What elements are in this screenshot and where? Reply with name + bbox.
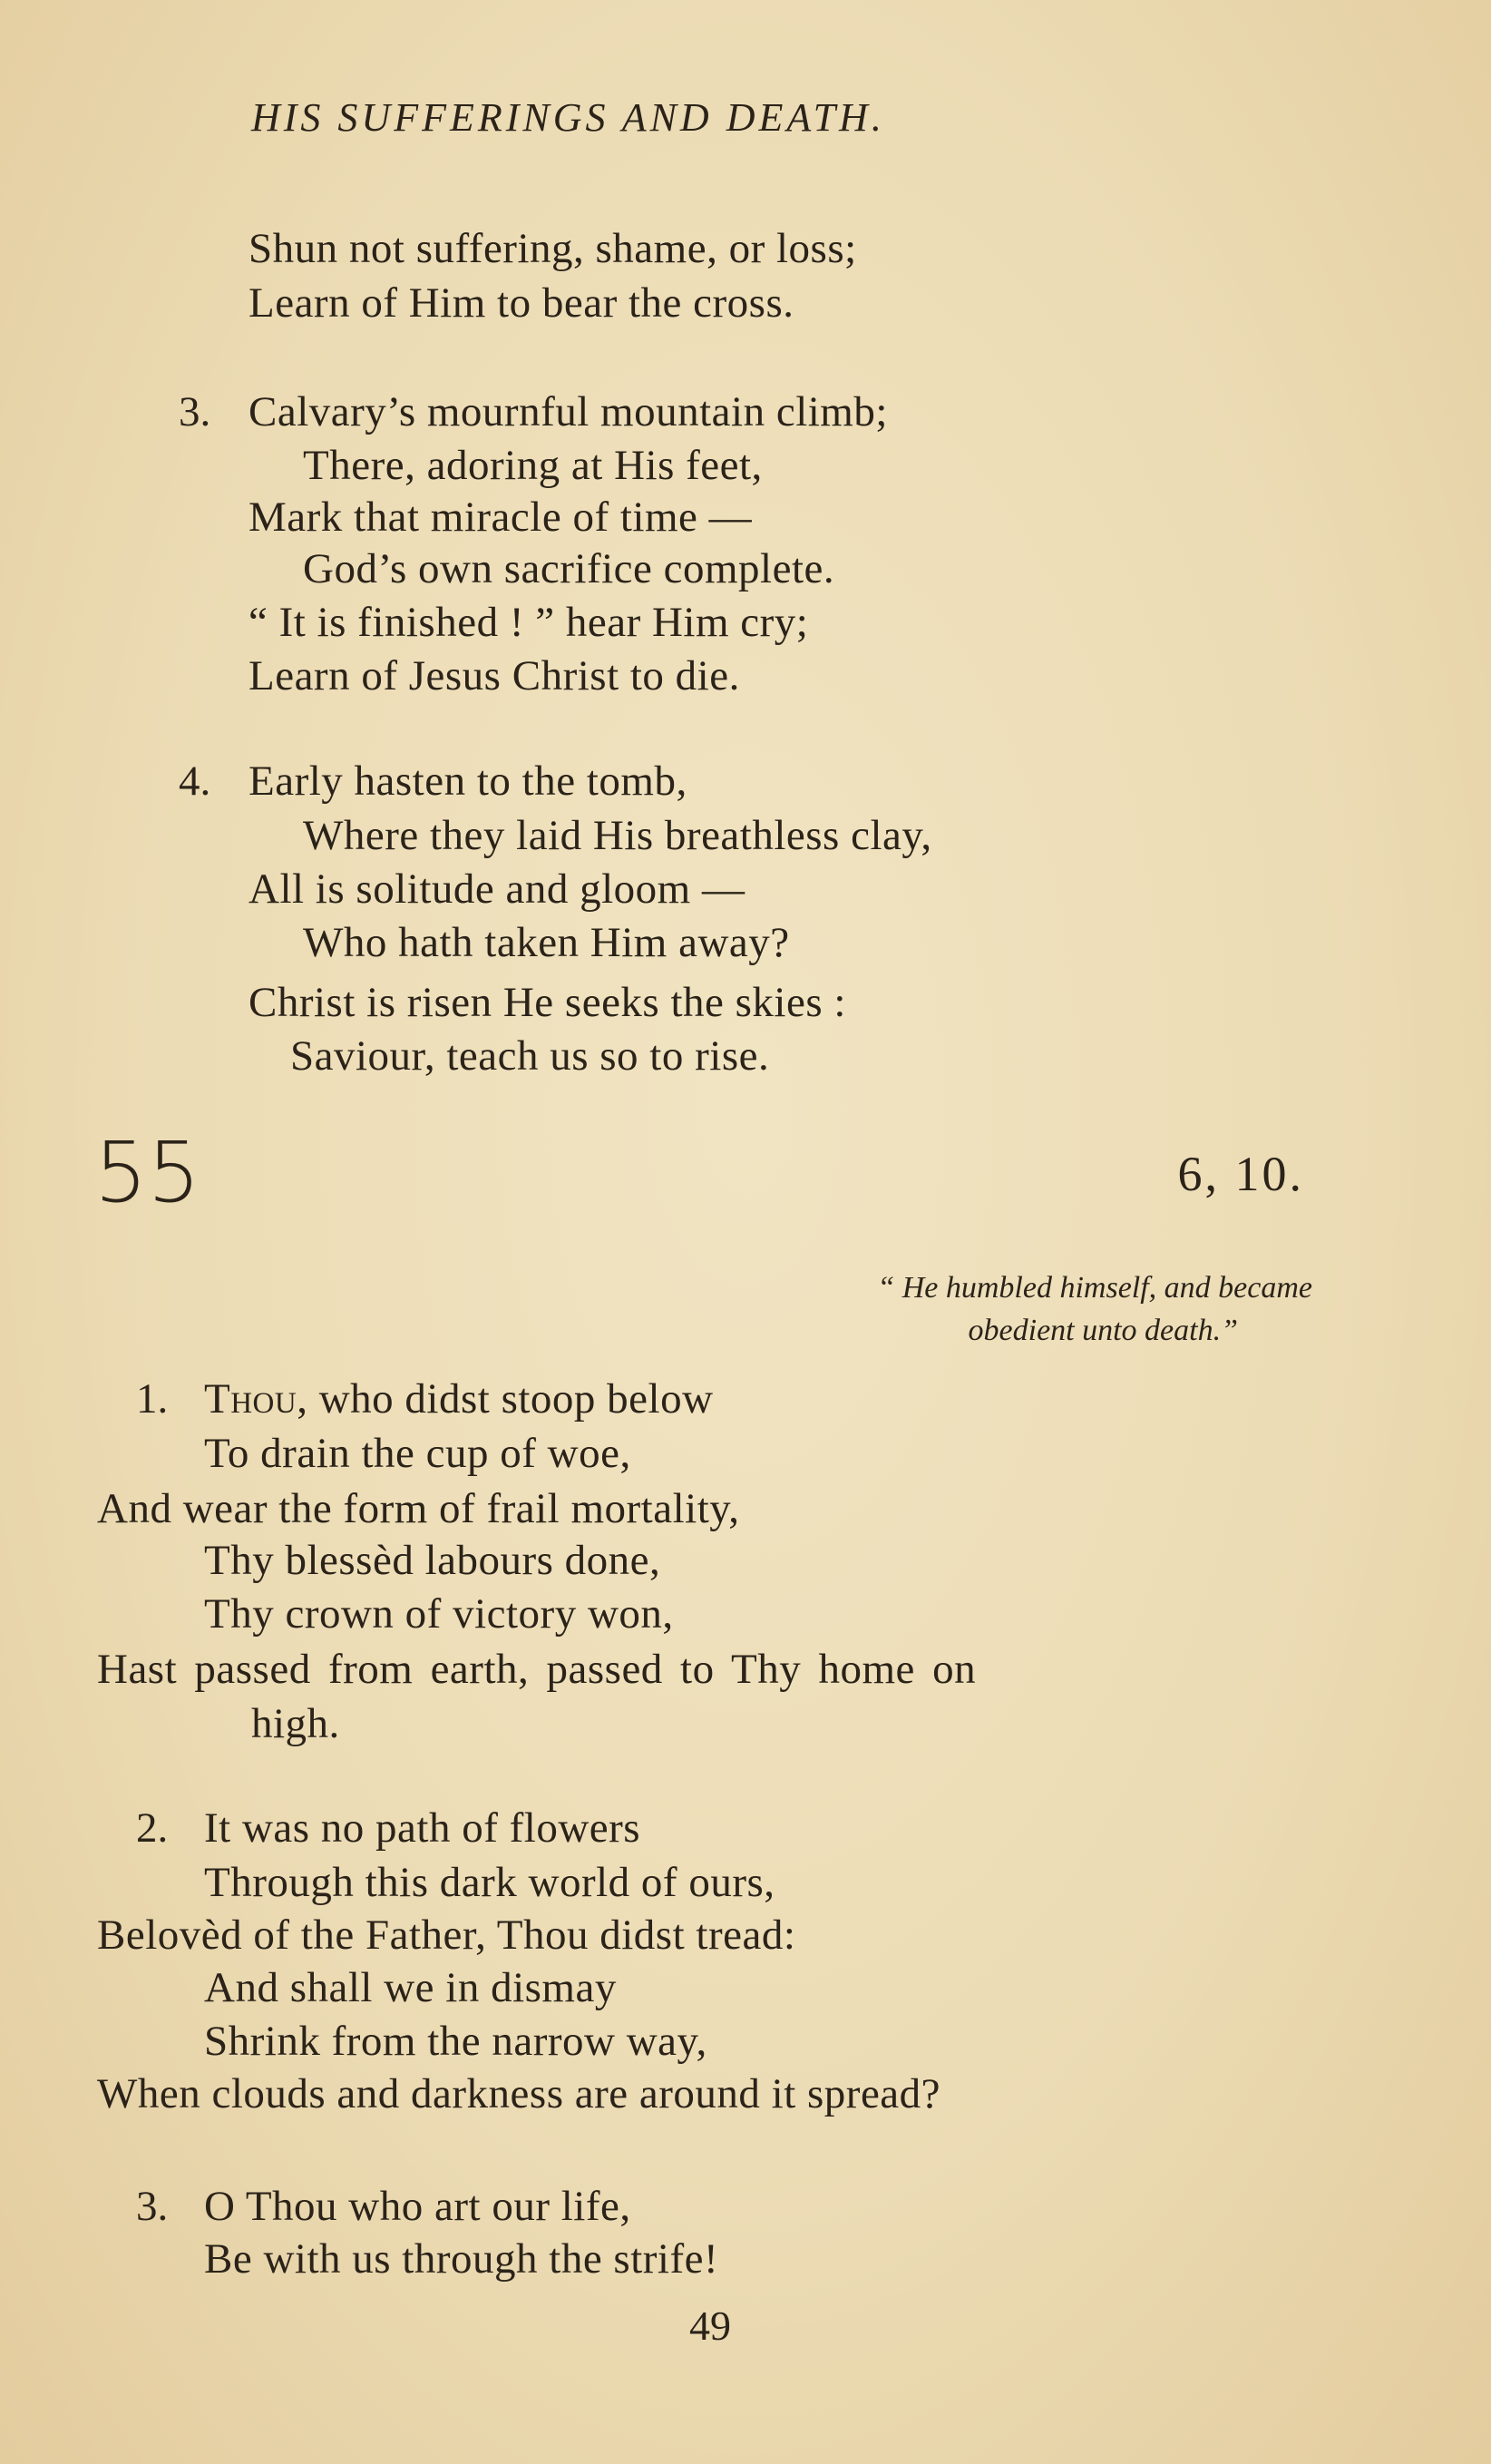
verse-line: Thy blessèd labours done, bbox=[204, 1537, 661, 1584]
verse-line: “ It is finished ! ” hear Him cry; bbox=[248, 599, 809, 646]
verse-line: Saviour, teach us so to rise. bbox=[290, 1032, 770, 1080]
verse-line: Learn of Jesus Christ to die. bbox=[248, 652, 740, 699]
verse-line: There, adoring at His feet, bbox=[303, 442, 763, 489]
stanza-number: 3. bbox=[179, 388, 211, 435]
verse-line: Early hasten to the tomb, bbox=[248, 758, 687, 805]
first-line-rest: , who didst stoop below bbox=[297, 1375, 714, 1423]
verse-line: Who hath taken Him away? bbox=[303, 919, 790, 966]
verse-line: Shrink from the narrow way, bbox=[204, 2018, 707, 2065]
verse-line: Thy crown of victory won, bbox=[204, 1590, 674, 1638]
stanza-number: 4. bbox=[179, 758, 211, 805]
verse-line bbox=[204, 1372, 714, 1426]
hymn-meter: 6, 10. bbox=[1177, 1147, 1304, 1201]
verse-line: And wear the form of frail mortality, bbox=[97, 1485, 740, 1532]
verse-line: God’s own sacrifice complete. bbox=[303, 545, 835, 592]
verse-line: Through this dark world of ours, bbox=[204, 1859, 775, 1906]
verse-line: It was no path of flowers bbox=[204, 1804, 641, 1852]
verse-line: And shall we in dismay bbox=[204, 1964, 617, 2011]
stanza-number: 1. bbox=[136, 1375, 169, 1423]
verse-line: Calvary’s mournful mountain climb; bbox=[248, 388, 888, 435]
stanza-number: 2. bbox=[136, 1804, 169, 1852]
verse-line: All is solitude and gloom — bbox=[248, 865, 746, 913]
verse-line: Shun not suffering, shame, or loss; bbox=[248, 225, 857, 272]
first-word: Thou bbox=[204, 1375, 297, 1423]
page-number: 49 bbox=[689, 2303, 731, 2349]
hymn-number: 55 bbox=[94, 1124, 201, 1221]
verse-line: high. bbox=[251, 1700, 340, 1747]
verse-line: To drain the cup of woe, bbox=[204, 1430, 631, 1477]
epigraph-line: obedient unto death.” bbox=[968, 1314, 1238, 1347]
verse-line: Where they laid His breathless clay, bbox=[303, 812, 932, 859]
verse-line: When clouds and darkness are around it spread? bbox=[97, 2070, 941, 2117]
epigraph-line: “ He humbled himself, and became bbox=[877, 1271, 1312, 1305]
verse-line: Belovèd of the Father, Thou didst tread: bbox=[97, 1912, 796, 1959]
stanza-number: 3. bbox=[136, 2183, 169, 2230]
running-header: HIS SUFFERINGS AND DEATH. bbox=[251, 95, 885, 140]
verse-line: Christ is risen He seeks the skies : bbox=[248, 979, 846, 1026]
verse-line: Hast passed from earth, passed to Thy home on bbox=[97, 1646, 977, 1693]
verse-line: Be with us through the strife! bbox=[204, 2235, 719, 2283]
verse-line: Mark that miracle of time — bbox=[248, 494, 753, 541]
verse-line: Learn of Him to bear the cross. bbox=[248, 279, 794, 327]
verse-line: O Thou who art our life, bbox=[204, 2183, 631, 2230]
